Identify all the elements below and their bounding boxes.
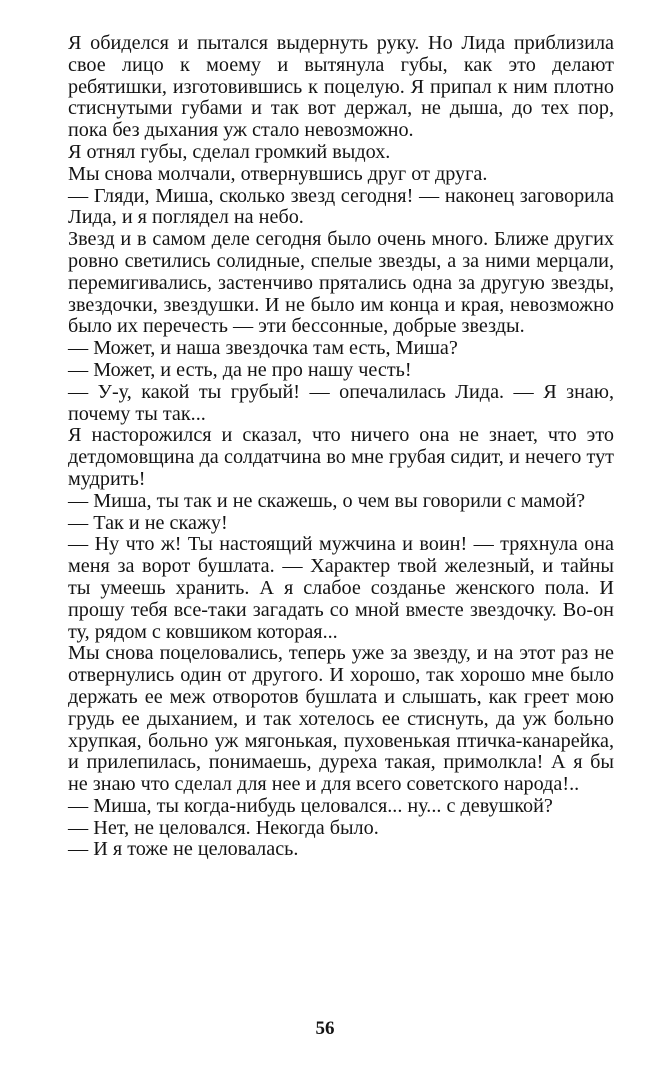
paragraph: — Так и не скажу! [68,511,228,534]
paragraph: Я насторожился и сказал, что ничего она не знает, что это детдомовщина да солдатчина во мне грубая сидит, и нечего тут мудрить! [68,424,614,490]
paragraph: Мы снова поцеловались, теперь уже за звезду, и на этот раз не отвернулись один от другого. И хорошо, так хорошо мне было держать ее меж отворотов бушлата и слышать, как греет мою грудь ее дыханием, и так хотелось ее стиснуть, да уж больно хрупкая, больно уж мягонькая, пуховенькая птичка-канарейка, и прилепилась, понимаешь, дуреха такая, примолкла! А я бы не знаю что сделал для нее и для всего советского народа!.. [68,642,614,796]
paragraph: — Нет, не целовался. Некогда было. [68,816,379,839]
page-number: 56 [315,1018,335,1039]
paragraph: Звезд и в самом деле сегодня было очень много. Ближе других ровно светились солидные, спелые звезды, а за ними мерцали, перемигивались, застенчиво прятались одна за другую звезды, звездочки, звездушки. И не было им конца и края, невозможно было их перечесть — эти бессонные, добрые звезды. [68,228,614,338]
paragraph: Мы снова молчали, отвернувшись друг от друга. [68,162,488,185]
paragraph: — И я тоже не целовалась. [68,838,299,861]
paragraph: Я обиделся и пытался выдернуть руку. Но Лида приблизила свое лицо к моему и вытянула губы, как это делают ребятишки, изготовившись к поцелую. Я припал к ним плотно стиснутыми губами и так вот держал, не дыша, до тех пор, пока без дыхания уж стало невозможно. [68,32,614,142]
paragraph: — Может, и есть, да не про нашу честь! [68,358,412,381]
paragraph: — Миша, ты когда-нибудь целовался... ну... с девушкой? [68,794,553,817]
paragraph: — Может, и наша звездочка там есть, Миша? [68,337,458,360]
paragraph: Я отнял губы, сделал громкий выдох. [68,140,391,163]
paragraph: — Гляди, Миша, сколько звезд сегодня! — наконец заговорила Лида, и я поглядел на небо. [68,184,614,229]
paragraph: — У-у, какой ты грубый! — опечалилась Лида. — Я знаю, почему ты так... [68,380,614,425]
book-page-text [68,33,614,861]
paragraph: — Ну что ж! Ты настоящий мужчина и воин! — тряхнула она меня за ворот бушлата. — Характер твой железный, и тайны ты умеешь хранить. А я слабое созданье женского пола. И прошу тебя все-таки загадать со мной вместе звездочку. Во-он ту, рядом с ковшиком которая... [68,533,614,643]
paragraph: — Миша, ты так и не скажешь, о чем вы говорили с мамой? [68,489,586,512]
